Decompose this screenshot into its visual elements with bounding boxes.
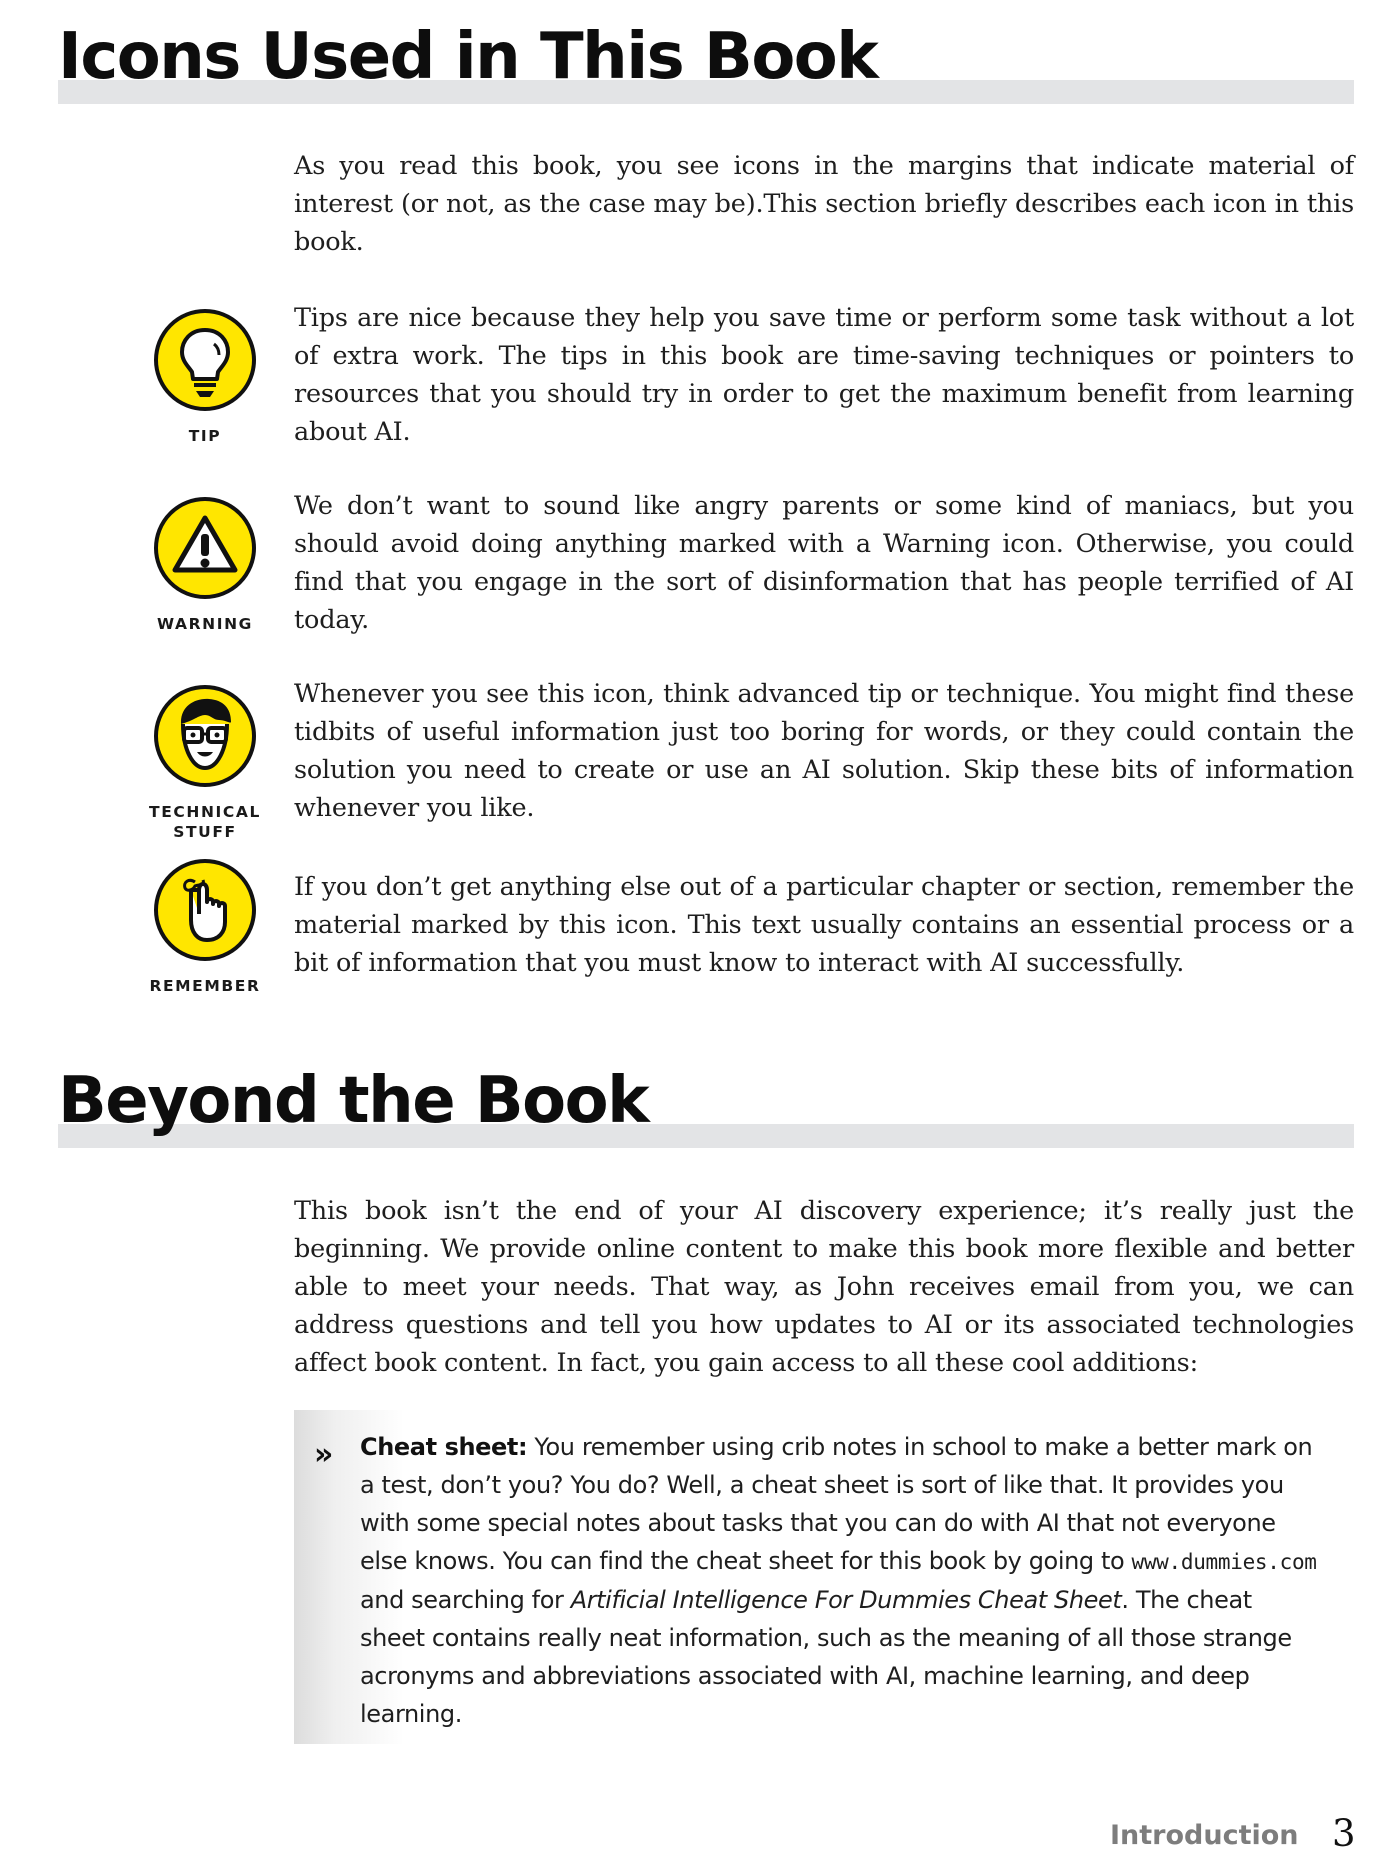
technical-stuff-paragraph: Whenever you see this icon, think advanced tip or technique. You might find these tidbits of useful information just too boring for words, or they could contain the solution you need to create or use an AI solution. Skip these bits of information whenever you like.: [294, 679, 1354, 823]
bullet-text: [360, 1428, 1320, 1733]
technical-stuff-icon: [153, 684, 257, 788]
beyond-paragraph: This book isn’t the end of your AI discovery experience; it’s really just the beginning. We provide online content to make this book more flexible and better able to meet your needs. That way, as John receives email from you, we can address questions and tell you how updates to AI or its associated technologies affect book content. In fact, you gain access to all these cool additions:: [294, 1196, 1354, 1378]
tip-icon-block: [148, 308, 262, 446]
remember-icon: [153, 858, 257, 962]
icon-label: REMEMBER: [149, 977, 261, 995]
tip-paragraph: Tips are nice because they help you save time or perform some task without a lot of extra work. The tips in this book are time-saving techniques or pointers to resources that you should try in order to get the maximum benefit from learning about AI.: [294, 303, 1354, 447]
cheat-sheet-callout: [294, 1410, 1354, 1744]
warning-paragraph: We don’t want to sound like angry parents or some kind of maniacs, but you should avoid doing anything marked with a Warning icon. Otherwise, you could find that you engage in the sort of disinformation that has people terrified of AI today.: [294, 491, 1354, 635]
icon-label: TIP: [188, 427, 222, 445]
bullet-arrow-icon: »: [314, 1437, 334, 1472]
icon-label: WARNING: [157, 615, 253, 633]
bullet-text-part3: . The cheat sheet contains really neat information, such as the meaning of all those strange acronyms and abbreviations associated with AI, machine learning, and deep learning.: [360, 1586, 1292, 1728]
technical-stuff-icon-block: [148, 684, 262, 842]
warning-icon: [153, 496, 257, 600]
icon-label-line1: TECHNICAL: [149, 803, 261, 821]
section-title: Icons Used in This Book: [58, 20, 878, 94]
section-title: Beyond the Book: [58, 1064, 649, 1138]
remember-icon-block: [148, 858, 262, 996]
bullet-text-part1: You remember using crib notes in school to make a better mark on a test, don’t you? You do? Well, a cheat sheet is sort of like that. It provides you with some special notes about tasks that you can do with AI that not everyone else knows. You can find the cheat sheet for this book by going to: [360, 1433, 1313, 1575]
cheat-sheet-title: Artificial Intelligence For Dummies Cheat Sheet: [570, 1586, 1122, 1614]
dummies-url: www.dummies.com: [1131, 1550, 1317, 1574]
bullet-text-part2: and searching for: [360, 1586, 571, 1614]
icon-label-line2: STUFF: [173, 823, 237, 841]
intro-paragraph: As you read this book, you see icons in the margins that indicate material of interest (or not, as the case may be).This section briefly describes each icon in this book.: [294, 151, 1354, 257]
lightbulb-icon: [153, 308, 257, 412]
page-number: 3: [1332, 1812, 1356, 1855]
footer-section-name: Introduction: [1110, 1820, 1299, 1851]
bullet-term: Cheat sheet:: [360, 1433, 528, 1461]
remember-paragraph: If you don’t get anything else out of a particular chapter or section, remember the material marked by this icon. This text usually contains an essential process or a bit of information that you must know to interact with AI successfully.: [294, 872, 1354, 978]
warning-icon-block: [148, 496, 262, 634]
